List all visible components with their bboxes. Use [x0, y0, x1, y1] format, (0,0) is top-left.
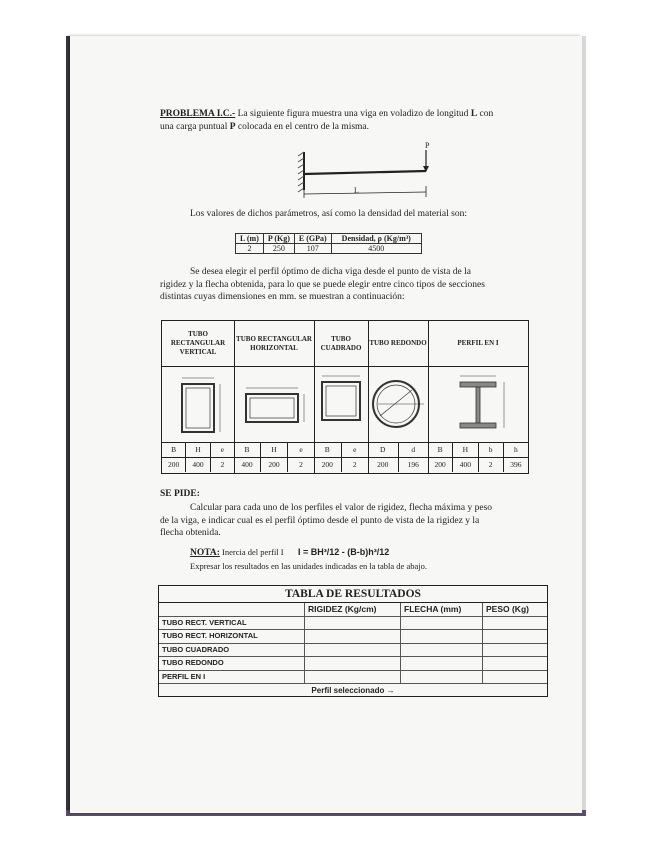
rigidez-cell[interactable] [305, 644, 401, 657]
sections-table [161, 320, 529, 474]
se-pide-paragraph [160, 502, 538, 540]
nota-label: NOTA: [190, 548, 220, 558]
nota-text: Inercia del perfil I [219, 547, 284, 557]
square-tube-icon [314, 366, 368, 442]
problem-text-1: La siguiente figura muestra una viga en voladizo de longitud [235, 109, 471, 119]
section-col-i-profile: PERFIL EN I B H b h 200 400 2 396 [428, 321, 528, 473]
se-pide-line-3: flecha obtenida. [160, 528, 221, 538]
param-value: 250 [263, 244, 294, 254]
flecha-cell[interactable] [401, 657, 483, 670]
table-row: TUBO CUADRADO [159, 644, 547, 658]
se-pide-title: SE PIDE: [160, 489, 200, 499]
flecha-cell[interactable] [401, 630, 483, 643]
flecha-cell[interactable] [401, 671, 483, 684]
section-header: TUBO CUADRADO [314, 321, 368, 367]
problem-statement [160, 108, 540, 133]
results-col-header: RIGIDEZ (Kg/cm) [305, 603, 401, 616]
nota-line-2: Expresar los resultados en las unidades indicadas en la tabla de abajo. [190, 560, 427, 571]
se-pide-line-1: Calcular para cada uno de los perfiles el valor de rigidez, flecha máxima y peso [190, 503, 493, 513]
param-value: 4500 [331, 244, 421, 254]
section-header: TUBO REDONDO [368, 321, 428, 367]
peso-cell[interactable] [483, 644, 544, 657]
section-figure [368, 366, 428, 443]
results-col-header [159, 603, 305, 616]
length-label: L [354, 186, 359, 195]
problem-P: P [229, 121, 236, 132]
table-row: TUBO RECT. VERTICAL [159, 617, 547, 631]
flecha-cell[interactable] [401, 644, 483, 657]
results-col-header: FLECHA (mm) [401, 603, 483, 616]
problem-text-2b: colocada en el centro de la misma. [235, 121, 370, 132]
section-header: TUBO RECTANGULAR VERTICAL [162, 321, 234, 367]
section-header: TUBO RECTANGULAR HORIZONTAL [234, 321, 314, 367]
section-col-round: TUBO REDONDO D d 200 196 [368, 321, 429, 473]
cantilever-beam-figure [290, 142, 440, 207]
rigidez-cell[interactable] [305, 630, 401, 643]
params-value-row [236, 244, 422, 254]
rect-horizontal-tube-icon [234, 366, 314, 442]
rigidez-cell[interactable] [305, 617, 401, 630]
section-col-square: TUBO CUADRADO B e 200 2 [314, 321, 369, 473]
selected-profile-row: Perfil seleccionado → [311, 686, 395, 695]
params-intro: Los valores de dichos parámetros, así como la densidad del material son: [190, 209, 468, 219]
section-header: PERFIL EN I [428, 321, 528, 367]
section-figure [314, 366, 368, 443]
section-figure [428, 366, 528, 443]
table-row: TUBO RECT. HORIZONTAL [159, 630, 547, 644]
rigidez-cell[interactable] [305, 671, 401, 684]
choose-line-2: rigidez y la flecha obtenida, para lo que se puede elegir entre cinco tipos de secciones [160, 279, 485, 290]
results-table [158, 585, 548, 697]
peso-cell[interactable] [483, 657, 544, 670]
peso-cell[interactable] [483, 617, 544, 630]
section-figure [234, 366, 314, 443]
section-col-rect-horizontal: TUBO RECTANGULAR HORIZONTAL B H e 400 200 2 [234, 321, 315, 473]
problem-text-1-end: con [477, 109, 494, 119]
choose-line-1: Se desea elegir el perfil óptimo de dicha viga desde el punto de vista de la [190, 267, 471, 277]
inertia-formula: I = BH³/12 - (B-b)h³/12 [298, 547, 390, 557]
i-beam-icon [428, 366, 528, 442]
rigidez-cell[interactable] [305, 657, 401, 670]
se-pide-line-2: de la viga, e indicar cual es el perfil óptimo desde el punto de vista de la rigidez y la [160, 515, 480, 526]
nota-block [190, 546, 530, 573]
table-row: PERFIL EN I [159, 671, 547, 685]
param-header: E (GPa) [294, 234, 331, 244]
choose-paragraph [160, 266, 538, 304]
peso-cell[interactable] [483, 671, 544, 684]
results-col-header: PESO (Kg) [486, 604, 529, 614]
choose-line-3: distintas cuyas dimensiones en mm. se muestran a continuación: [160, 292, 405, 302]
params-header-row [236, 234, 422, 244]
param-value: 107 [294, 244, 331, 254]
beam-line [304, 171, 426, 174]
peso-cell[interactable] [483, 630, 544, 643]
load-label: P [425, 141, 430, 150]
problem-text-2a: una carga puntual [160, 121, 230, 132]
table-row: TUBO REDONDO [159, 657, 547, 671]
section-figure [162, 366, 234, 443]
round-tube-icon [368, 366, 428, 442]
results-title: TABLA DE RESULTADOS [159, 586, 547, 603]
problem-L: L [470, 109, 478, 119]
flecha-cell[interactable] [401, 617, 483, 630]
results-header-row [159, 603, 547, 617]
rect-vertical-tube-icon [162, 366, 234, 442]
param-header: Densidad, ρ (Kg/m³) [331, 234, 421, 244]
params-table [235, 233, 422, 254]
param-header: L (m) [236, 234, 264, 244]
problem-label: PROBLEMA I.C.- [160, 109, 236, 119]
section-col-rect-vertical: TUBO RECTANGULAR VERTICAL B H e 200 400 2 [162, 321, 235, 473]
param-header: P (Kg) [263, 234, 294, 244]
param-value: 2 [236, 244, 264, 254]
